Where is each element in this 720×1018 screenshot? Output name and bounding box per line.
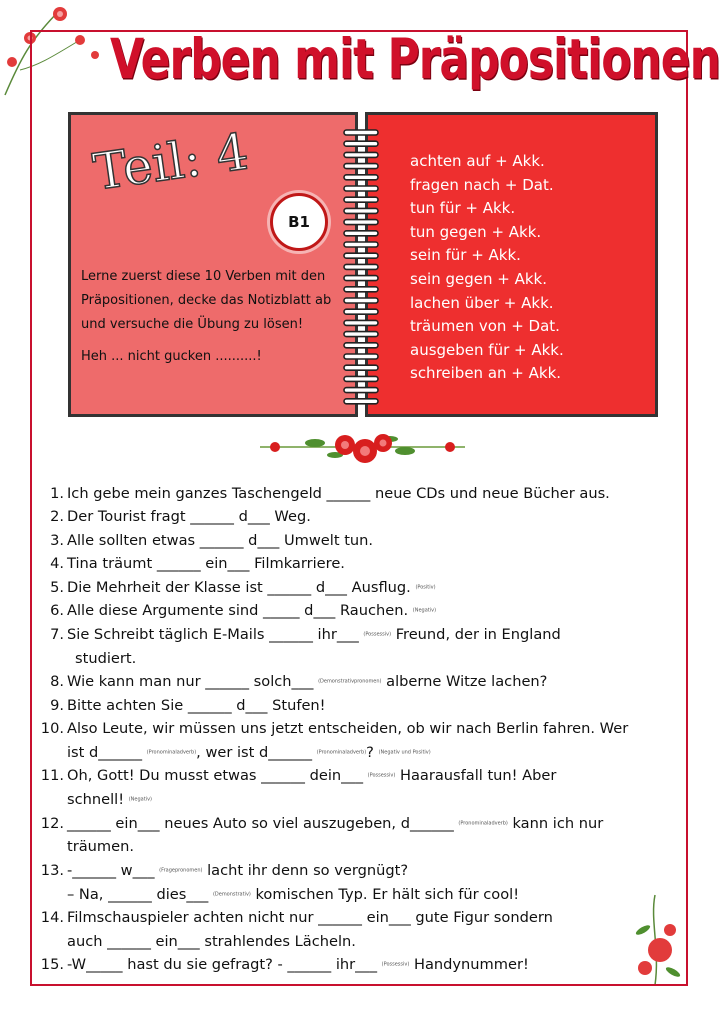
exercise-item: 12. ______ ein___ neues Auto so viel auszugeben, d______ (Pronominaladverb) kann ich nur: [40, 814, 604, 832]
verb-list: [410, 150, 564, 386]
spiral-ring: [344, 320, 378, 325]
verb-item: fragen nach + Dat.: [410, 175, 554, 194]
hint-label: (Fragepronomen): [159, 867, 203, 874]
notebook-left-page: [68, 112, 358, 417]
exercise-item: 4. Tina träumt ______ ein___ Filmkarriere.: [50, 555, 345, 573]
exercise-item: 6. Alle diese Argumente sind _____ d___ Rauchen. (Negativ): [50, 602, 437, 620]
exercise-list: [40, 482, 690, 977]
exercise-item-continued: ist d______ (Pronominaladverb), wer ist d______ (Pronominaladverb)? (Negativ und Positiv): [67, 743, 431, 761]
hint-label: (Pronominaladverb): [146, 748, 197, 755]
spiral-ring: [344, 242, 378, 247]
spiral-ring: [344, 186, 378, 191]
spiral-ring: [344, 220, 378, 225]
exercise-item: 13. -______ w___ (Fragepronomen) lacht ihr denn so vergnügt?: [40, 861, 409, 879]
spiral-ring: [344, 365, 378, 370]
exercise-item: 15. -W_____ hast du sie gefragt? - ______ ihr___ (Possessiv) Handynummer!: [40, 956, 529, 974]
spiral-ring: [344, 152, 378, 157]
exercise-item: 9. Bitte achten Sie ______ d___ Stufen!: [50, 696, 326, 714]
spiral-ring: [344, 399, 378, 404]
verb-item: sein gegen + Akk.: [410, 269, 547, 288]
spiral-ring: [344, 287, 378, 292]
verb-item: sein für + Akk.: [410, 246, 521, 265]
exercise-item: 11. Oh, Gott! Du musst etwas ______ dein___ (Possessiv) Haarausfall tun! Aber: [40, 767, 557, 785]
exercise-item: 1. Ich gebe mein ganzes Taschengeld ______ neue CDs und neue Bücher aus.: [50, 485, 610, 502]
spiral-ring: [344, 197, 378, 202]
spiral-ring: [344, 253, 378, 258]
exercise-item-continued: auch ______ ein___ strahlendes Lächeln.: [67, 932, 356, 950]
verb-item: tun gegen + Akk.: [410, 222, 542, 241]
hint-label: (Pronominaladverb): [316, 748, 367, 755]
verb-item: schreiben an + Akk.: [410, 364, 562, 383]
spiral-ring: [344, 141, 378, 146]
spiral-ring: [344, 231, 378, 236]
hint-label: (Demonstrativpronomen): [318, 678, 382, 685]
hint-label: (Positiv): [415, 583, 436, 590]
verb-item: träumen von + Dat.: [410, 317, 560, 336]
verb-item: ausgeben für + Akk.: [410, 340, 564, 359]
spiral-ring: [344, 309, 378, 314]
spiral-ring: [344, 164, 378, 169]
hint-label: (Pronominaladverb): [458, 820, 508, 827]
spiral-ring: [344, 298, 378, 303]
exercise-item-continued: träumen.: [67, 838, 134, 856]
spiral-ring: [344, 376, 378, 381]
verb-item: lachen über + Akk.: [410, 293, 554, 312]
spiral-ring: [344, 388, 378, 393]
peek-note: Heh ... nicht gucken ..........!: [81, 349, 262, 364]
exercise-item-continued: studiert.: [75, 649, 137, 667]
exercise-item-continued: – Na, ______ dies___ (Demonstrativ) komischen Typ. Er hält sich für cool!: [67, 885, 520, 903]
hint-label: (Possessiv): [381, 961, 410, 968]
level-badge: B1: [270, 193, 328, 251]
hint-label: (Negativ): [128, 796, 152, 803]
verb-item: tun für + Akk.: [410, 199, 516, 218]
notebook: [68, 112, 658, 417]
exercise-item: 2. Der Tourist fragt ______ d___ Weg.: [50, 508, 311, 526]
part-label: Teil: 4: [89, 122, 252, 202]
hint-label: (Demonstrativ): [212, 890, 251, 897]
exercise-item: 7. Sie Schreibt täglich E-Mails ______ ihr___ (Possessiv) Freund, der in England: [50, 626, 561, 644]
rose-divider-icon: [255, 425, 470, 470]
spiral-ring: [344, 276, 378, 281]
spiral-ring: [344, 130, 378, 135]
spiral-ring: [344, 175, 378, 180]
exercise-item: 8. Wie kann man nur ______ solch___ (Demonstrativpronomen) alberne Witze lachen?: [50, 673, 548, 691]
spiral-ring: [344, 332, 378, 337]
exercise-item: 3. Alle sollten etwas ______ d___ Umwelt tun.: [50, 531, 374, 549]
exercise-item: 14. Filmschauspieler achten nicht nur ______ ein___ gute Figur sondern: [40, 909, 553, 927]
spiral-ring: [344, 343, 378, 348]
hint-label: (Negativ): [412, 607, 437, 614]
verb-item: achten auf + Akk.: [410, 152, 545, 170]
instructions: Lerne zuerst diese 10 Verben mit den Präpositionen, decke das Notizblatt ab und versuche die Übung zu lösen!: [81, 269, 332, 332]
spiral-ring: [344, 264, 378, 269]
exercise-item: 10. Also Leute, wir müssen uns jetzt entscheiden, ob wir nach Berlin fahren. Wer: [40, 720, 629, 738]
hint-label: (Possessiv): [363, 631, 392, 638]
exercise-item: 5. Die Mehrheit der Klasse ist ______ d___ Ausflug. (Positiv): [50, 578, 436, 596]
page-title: Verben mit Präpositionen: [110, 28, 720, 92]
spiral-ring: [344, 354, 378, 359]
spiral-binding-icon: [336, 124, 386, 414]
hint-label: (Negativ und Positiv): [378, 748, 431, 755]
spiral-ring: [344, 208, 378, 213]
exercise-item-continued: schnell! (Negativ): [67, 791, 152, 809]
hint-label: (Possessiv): [367, 772, 396, 779]
